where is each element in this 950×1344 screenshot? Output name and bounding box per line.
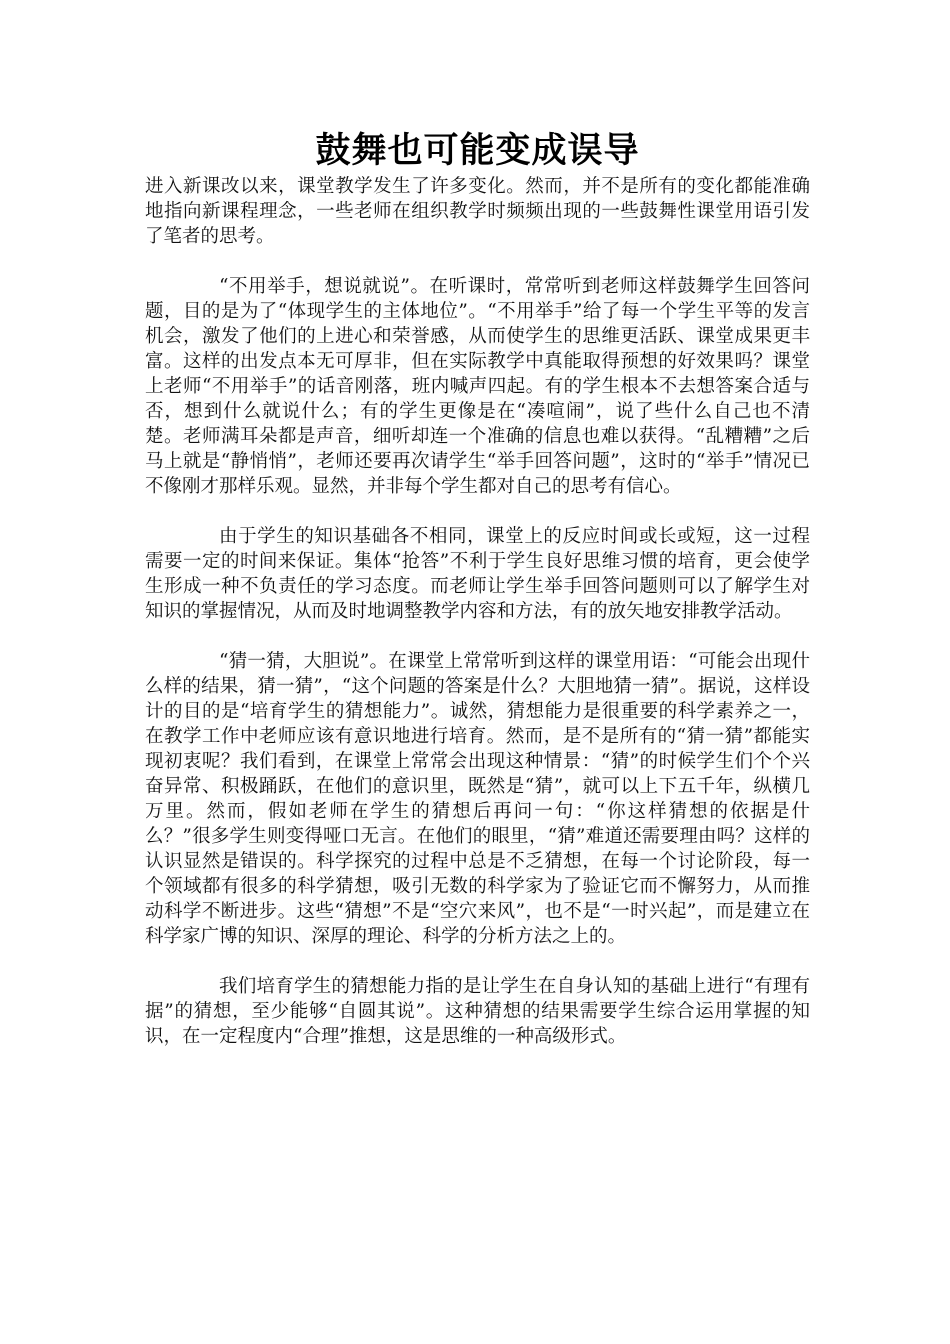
paragraph-no-hands: “不用举手，想说就说”。在听课时，常常听到老师这样鼓舞学生回答问题，目的是为了“体现学生的主体地位”。“不用举手”给了每一个学生平等的发言机会，激发了他们的上进心和荣誉感，从而使学生的思维更活跃、课堂成果更丰富。这样的出发点本无可厚非，但在实际教学中真能取得预想的好效果吗？课堂上老师“不用举手”的话音刚落，班内喊声四起。有的学生根本不去想答案合适与否，想到什么就说什么；有的学生更像是在“凑喧闹”，说了些什么自己也不清楚。老师满耳朵都是声音，细听却连一个准确的信息也难以获得。“乱糟糟”之后马上就是“静悄悄”，老师还要再次请学生“举手回答问题”，这时的“举手”情况已不像刚才那样乐观。显然，并非每个学生都对自己的思考有信心。: [145, 276, 810, 497]
paragraph-gap: [145, 249, 810, 274]
paragraph-intro: 进入新课改以来，课堂教学发生了许多变化。然而，并不是所有的变化都能准确地指向新课程理念，一些老师在组织教学时频频出现的一些鼓舞性课堂用语引发了笔者的思考。: [145, 176, 810, 247]
paragraph-gap: [145, 949, 810, 974]
paragraph-gap: [145, 499, 810, 524]
paragraph-gap: [145, 624, 810, 649]
paragraph-reasoning: 由于学生的知识基础各不相同，课堂上的反应时间或长或短，这一过程需要一定的时间来保证。集体“抢答”不利于学生良好思维习惯的培育，更会使学生形成一种不负责任的学习态度。而老师让学生举手回答问题则可以了解学生对知识的掌握情况，从而及时地调整教学内容和方法，有的放矢地安排教学活动。: [145, 526, 810, 622]
document-page: [145, 128, 810, 1049]
document-title: 鼓舞也可能变成误导: [315, 131, 640, 171]
paragraph-guess: “猜一猜，大胆说”。在课堂上常常听到这样的课堂用语：“可能会出现什么样的结果，猜一猜”，“这个问题的答案是什么？大胆地猜一猜”。据说，这样设计的目的是“培育学生的猜想能力”。诚然，猜想能力是很重要的科学素养之一，在教学工作中老师应该有意识地进行培育。然而，是不是所有的“猜一猜”都能实现初衷呢？我们看到，在课堂上常常会出现这种情景：“猜”的时候学生们个个兴奋异常、积极踊跃，在他们的意识里，既然是“猜”，就可以上下五千年，纵横几万里。然而，假如老师在学生的猜想后再问一句：“你这样猜想的依据是什么？”很多学生则变得哑口无言。在他们的眼里，“猜”难道还需要理由吗？这样的认识显然是错误的。科学探究的过程中总是不乏猜想，在每一个讨论阶段，每一个领域都有很多的科学猜想，吸引无数的科学家为了验证它而不懈努力，从而推动科学不断进步。这些“猜想”不是“空穴来风”，也不是“一时兴起”，而是建立在科学家广博的知识、深厚的理论、科学的分析方法之上的。: [145, 651, 810, 947]
paragraph-conclusion: 我们培育学生的猜想能力指的是让学生在自身认知的基础上进行“有理有据”的猜想，至少能够“自圆其说”。这种猜想的结果需要学生综合运用掌握的知识，在一定程度内“合理”推想，这是思维的一种高级形式。: [145, 976, 810, 1047]
